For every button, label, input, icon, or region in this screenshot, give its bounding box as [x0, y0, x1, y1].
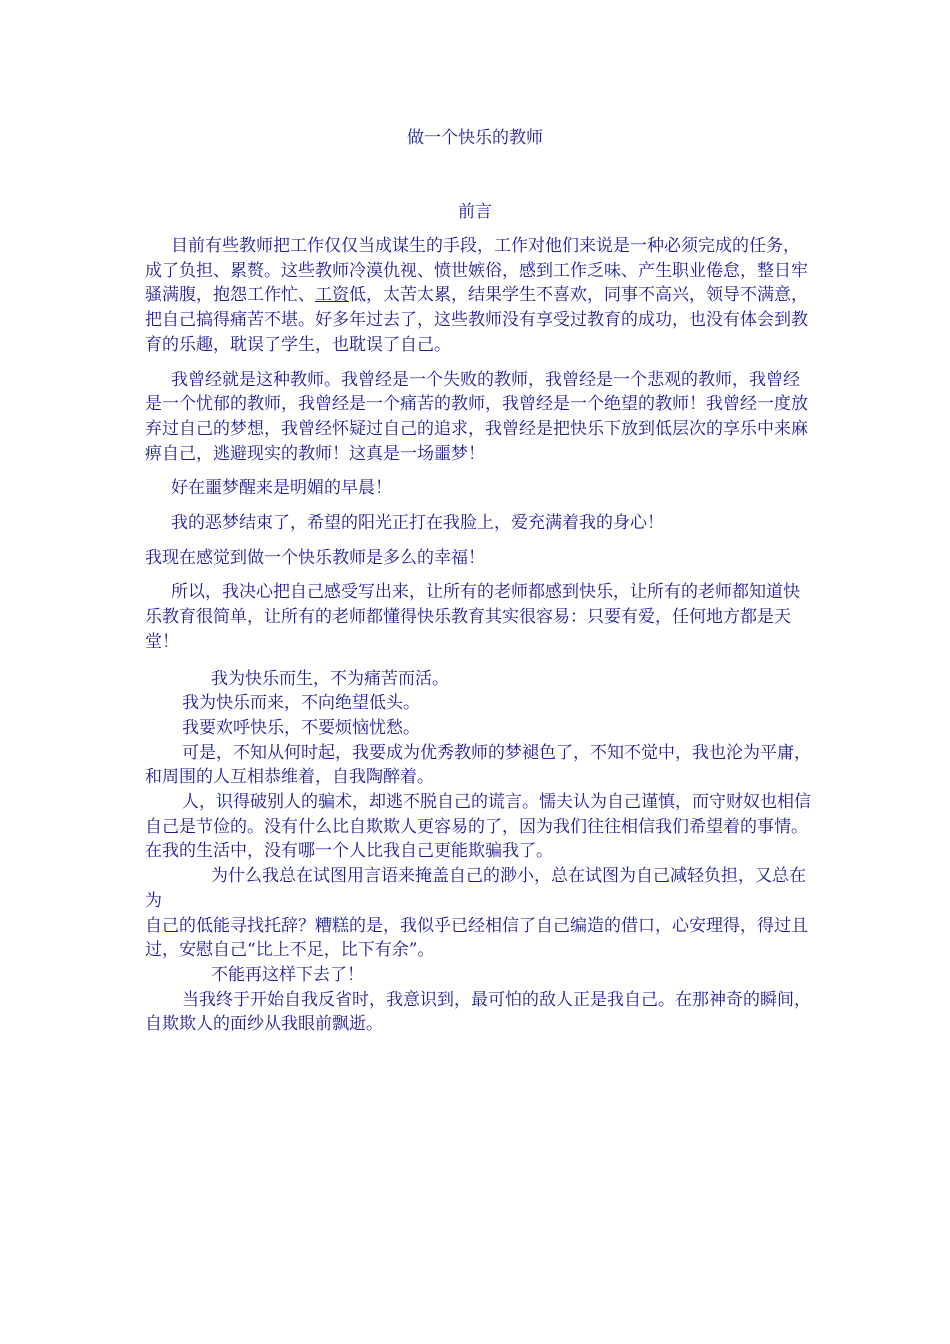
paragraph-1: [145, 234, 813, 358]
poem-line: 我为快乐而生，不为痛苦而活。: [211, 668, 449, 689]
poem-line: 可是，不知从何时起，我要成为优秀教师的梦褪色了，不知不觉中，我也沦为平庸，: [182, 742, 811, 763]
paragraph-1-part-a: 目前有些教师把工作仅仅当成谋生的手段，工作对他们来说是一种必须完成的任务，成了负担、累赘。这些教师冷漠仇视、愤世嫉俗，感到工作乏味、产生职业倦怠，整日牢骚满腹，抱怨工作忙、: [145, 236, 808, 306]
poem-line: 不能再这样下去了！: [211, 964, 364, 985]
document-body: [145, 234, 813, 1037]
paragraph-5: 我现在感觉到做一个快乐教师是多么的幸福！: [145, 547, 485, 568]
poem-line: 过，安慰自己“比上不足，比下有余”。: [145, 940, 435, 961]
paragraph-6: 所以，我决心把自己感受写出来，让所有的老师都感到快乐，让所有的老师都知道快乐教育很简单，让所有的老师都懂得快乐教育其实很容易：只要有爱，任何地方都是天堂！: [145, 582, 800, 652]
paragraph-1-part-b: 低，太苦太累，结果学生不喜欢，同事不高兴，领导不满意，把自己搞得痛苦不堪。好多年过去了，这些教师没有享受过教育的成功，也没有体会到教育的乐趣，耽误了学生，也耽误了自己。: [145, 285, 808, 355]
poem-line: 当我终于开始自我反省时，我意识到，最可怕的敌人正是我自己。在那神奇的瞬间，: [182, 989, 811, 1010]
poem-line: 为什么我总在试图用言语来掩盖自己的渺小，总在试图为自己减轻负担，又总在为: [145, 866, 806, 911]
paragraph-4: 我的恶梦结束了，希望的阳光正打在我脸上，爱充满着我的身心！: [171, 513, 664, 534]
poem-line: 我要欢呼快乐，不要烦恼忧愁。: [182, 717, 420, 738]
poem-line: 我为快乐而来，不向绝望低头。: [182, 693, 420, 714]
poem-line: 在我的生活中，没有哪一个人比我自己更能欺骗我了。: [145, 841, 553, 862]
poem-line: 自欺欺人的面纱从我眼前飘逝。: [145, 1014, 383, 1035]
poem-line: 和周围的人互相恭维着，自我陶醉着。: [145, 767, 434, 788]
poem-line: 自己是节俭的。没有什么比自欺欺人更容易的了，因为我们往往相信我们希望着的事情。: [145, 816, 808, 837]
salary-link[interactable]: 工资: [315, 285, 349, 306]
poem-line: 人，识得破别人的骗术，却逃不脱自己的谎言。懦夫认为自己谨慎，而守财奴也相信: [182, 792, 811, 813]
paragraph-3: 好在噩梦醒来是明媚的早晨！: [171, 478, 392, 499]
preface-heading: 前言: [458, 202, 492, 222]
poem-line: 自己的低能寻找托辞？糟糕的是，我似乎已经相信了自己编造的借口，心安理得，得过且: [145, 915, 808, 936]
document-title: 做一个快乐的教师: [407, 128, 543, 148]
paragraph-2: 我曾经就是这种教师。我曾经是一个失败的教师，我曾经是一个悲观的教师，我曾经是一个忧郁的教师，我曾经是一个痛苦的教师，我曾经是一个绝望的教师！我曾经一度放弃过自己的梦想，我曾经怀疑过自己的追求，我曾经是把快乐下放到低层次的享乐中来麻痹自己，逃避现实的教师！这真是一场噩梦！: [145, 369, 808, 464]
poem-section: [145, 667, 813, 1038]
